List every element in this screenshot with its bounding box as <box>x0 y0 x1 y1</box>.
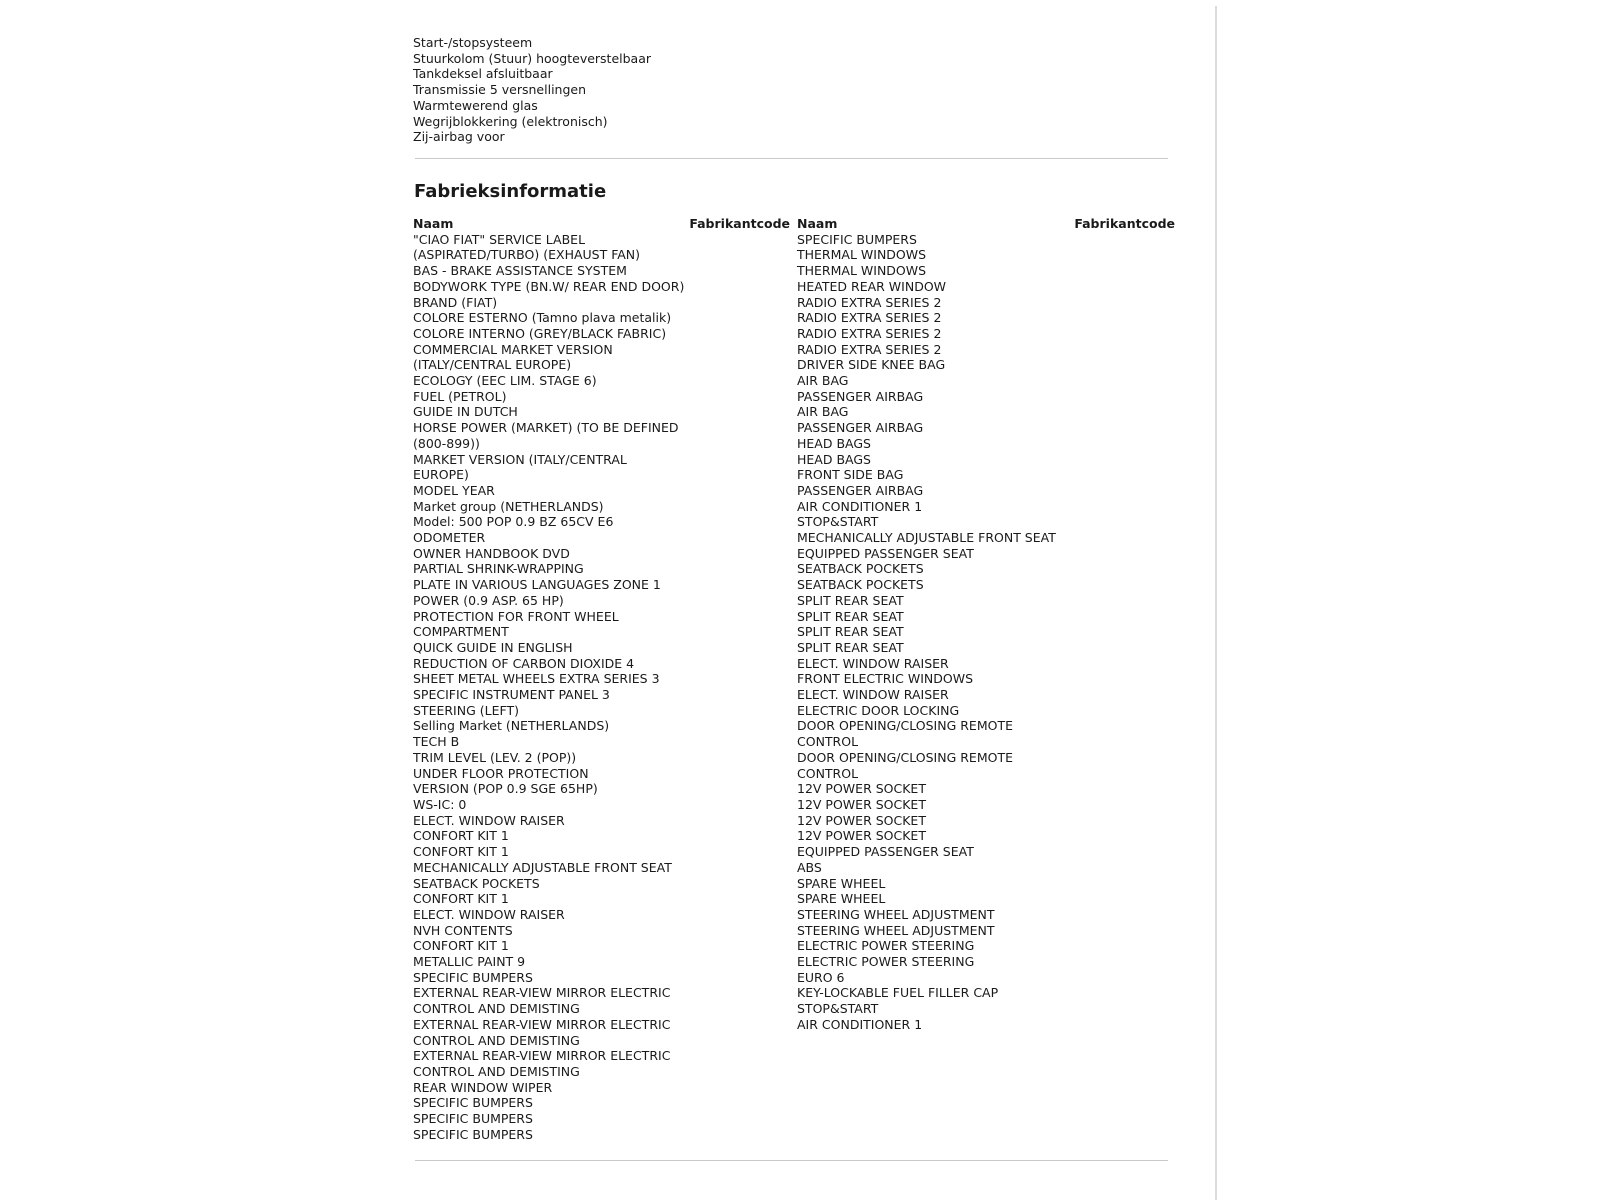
equipment-item: Start-/stopsysteem <box>413 35 533 50</box>
factory-info-row: 12V POWER SOCKET <box>797 781 926 797</box>
equipment-item: Tankdeksel afsluitbaar <box>413 66 553 82</box>
factory-info-row: CONFORT KIT 1 <box>413 844 509 860</box>
factory-info-row: STOP&START <box>797 514 879 530</box>
factory-info-row: OWNER HANDBOOK DVD <box>413 545 570 561</box>
factory-info-row: EXTERNAL REAR-VIEW MIRROR ELECTRIC <box>413 1016 671 1032</box>
factory-info-row: MODEL YEAR <box>413 482 495 498</box>
factory-info-row: COLORE ESTERNO (Tamno plava metalik) <box>413 310 672 326</box>
factory-info-row: "CIAO FIAT" SERVICE LABEL <box>413 231 586 247</box>
factory-info-row: ELECTRIC DOOR LOCKING <box>797 702 960 718</box>
factory-info-row: DRIVER SIDE KNEE BAG <box>797 357 946 373</box>
factory-info-row: SPECIFIC BUMPERS <box>413 1126 533 1142</box>
factory-info-row: ELECT. WINDOW RAISER <box>797 655 949 671</box>
factory-info-row: MECHANICALLY ADJUSTABLE FRONT SEAT <box>797 530 1056 546</box>
factory-info-row: PROTECTION FOR FRONT WHEEL <box>413 608 619 624</box>
factory-info-row: FUEL (PETROL) <box>413 388 507 404</box>
factory-info-row: SPARE WHEEL <box>797 875 886 891</box>
factory-info-row: ELECT. WINDOW RAISER <box>797 687 949 703</box>
factory-info-row: PASSENGER AIRBAG <box>797 388 924 404</box>
factory-info-row: VERSION (POP 0.9 SGE 65HP) <box>413 781 598 797</box>
factory-info-row: SPECIFIC BUMPERS <box>413 1095 533 1111</box>
factory-info-row: TECH B <box>413 734 460 750</box>
manufacturer-code-header: Fabrikantcode <box>689 216 790 231</box>
factory-info-row: Selling Market (NETHERLANDS) <box>413 718 610 734</box>
factory-info-row: ELECT. WINDOW RAISER <box>413 812 565 828</box>
factory-info-row: CONTROL AND DEMISTING <box>413 1001 580 1017</box>
factory-info-row: STEERING (LEFT) <box>413 702 519 718</box>
factory-info-row: STEERING WHEEL ADJUSTMENT <box>797 906 995 922</box>
factory-info-row: (ITALY/CENTRAL EUROPE) <box>413 357 572 373</box>
factory-info-row: CONTROL <box>797 765 859 781</box>
factory-info-row: SPLIT REAR SEAT <box>797 639 904 655</box>
factory-info-row: 12V POWER SOCKET <box>797 812 926 828</box>
factory-info-row: CONTROL AND DEMISTING <box>413 1032 580 1048</box>
page-edge <box>1215 6 1217 1200</box>
equipment-item: Transmissie 5 versnellingen <box>413 82 587 98</box>
factory-info-row: PLATE IN VARIOUS LANGUAGES ZONE 1 <box>413 577 661 593</box>
factory-info-row: BODYWORK TYPE (BN.W/ REAR END DOOR) <box>413 278 685 294</box>
factory-info-row: HEAD BAGS <box>797 451 871 467</box>
factory-info-row: THERMAL WINDOWS <box>797 247 927 263</box>
left-rows <box>413 232 785 1143</box>
factory-info-row: RADIO EXTRA SERIES 2 <box>797 325 942 341</box>
divider <box>415 1160 1168 1161</box>
factory-info-row: KEY-LOCKABLE FUEL FILLER CAP <box>797 985 999 1001</box>
factory-info-row: PASSENGER AIRBAG <box>797 482 924 498</box>
factory-info-row: EQUIPPED PASSENGER SEAT <box>797 545 974 561</box>
factory-info-row: SPLIT REAR SEAT <box>797 624 904 640</box>
factory-info-row: SPARE WHEEL <box>797 891 886 907</box>
factory-info-row: POWER (0.9 ASP. 65 HP) <box>413 592 564 608</box>
factory-info-row: FRONT ELECTRIC WINDOWS <box>797 671 974 687</box>
factory-info-row: COMMERCIAL MARKET VERSION <box>413 341 613 357</box>
equipment-item: Zij-airbag voor <box>413 129 505 145</box>
factory-info-row: ELECTRIC POWER STEERING <box>797 938 975 954</box>
factory-info-row: EQUIPPED PASSENGER SEAT <box>797 844 974 860</box>
divider <box>415 158 1168 159</box>
factory-info-row: ECOLOGY (EEC LIM. STAGE 6) <box>413 373 597 389</box>
name-header: Naam <box>797 216 838 231</box>
factory-info-row: SPECIFIC BUMPERS <box>797 231 917 247</box>
equipment-item: Stuurkolom (Stuur) hoogteverstelbaar <box>413 50 652 66</box>
factory-info-row: SPECIFIC BUMPERS <box>413 1111 533 1127</box>
factory-info-row: Model: 500 POP 0.9 BZ 65CV E6 <box>413 514 614 530</box>
factory-info-row: ODOMETER <box>413 530 486 546</box>
factory-info-row: QUICK GUIDE IN ENGLISH <box>413 639 573 655</box>
factory-info-row: SEATBACK POCKETS <box>413 875 540 891</box>
manufacturer-code-header: Fabrikantcode <box>1074 216 1175 231</box>
factory-info-row: 12V POWER SOCKET <box>797 828 926 844</box>
column-header <box>413 216 790 232</box>
factory-info-row: RADIO EXTRA SERIES 2 <box>797 341 942 357</box>
section-title: Fabrieksinformatie <box>414 181 607 202</box>
factory-info-row: CONFORT KIT 1 <box>413 938 509 954</box>
factory-info-row: METALLIC PAINT 9 <box>413 954 526 970</box>
equipment-item: Warmtewerend glas <box>413 97 538 113</box>
factory-info-row: NVH CONTENTS <box>413 922 513 938</box>
factory-info-row: PASSENGER AIRBAG <box>797 420 924 436</box>
factory-info-row: WS-IC: 0 <box>413 797 467 812</box>
factory-info-row: (ASPIRATED/TURBO) (EXHAUST FAN) <box>413 247 641 263</box>
factory-info-row: REDUCTION OF CARBON DIOXIDE 4 <box>413 655 635 671</box>
factory-info-row: AIR BAG <box>797 373 849 389</box>
factory-info-row: EURO 6 <box>797 969 845 985</box>
right-rows <box>797 232 1169 1033</box>
factory-info-row: HEATED REAR WINDOW <box>797 278 947 294</box>
factory-info-row: THERMAL WINDOWS <box>797 263 927 279</box>
factory-info-row: RADIO EXTRA SERIES 2 <box>797 294 942 310</box>
equipment-item: Wegrijblokkering (elektronisch) <box>413 113 608 129</box>
factory-info-row: RADIO EXTRA SERIES 2 <box>797 310 942 326</box>
name-header: Naam <box>413 216 454 231</box>
factory-info-row: PARTIAL SHRINK-WRAPPING <box>413 561 584 577</box>
factory-info-row: SPLIT REAR SEAT <box>797 608 904 624</box>
factory-info-row: GUIDE IN DUTCH <box>413 404 518 420</box>
factory-info-row: AIR CONDITIONER 1 <box>797 1016 923 1032</box>
factory-info-row: ELECT. WINDOW RAISER <box>413 906 565 922</box>
factory-info-row: FRONT SIDE BAG <box>797 467 904 483</box>
factory-info-row: TRIM LEVEL (LEV. 2 (POP)) <box>413 749 577 765</box>
factory-info-row: HEAD BAGS <box>797 435 871 451</box>
factory-info-row: MECHANICALLY ADJUSTABLE FRONT SEAT <box>413 859 672 875</box>
factory-info-row: STEERING WHEEL ADJUSTMENT <box>797 922 995 938</box>
factory-info-row: SHEET METAL WHEELS EXTRA SERIES 3 <box>413 671 660 687</box>
factory-info-row: Market group (NETHERLANDS) <box>413 498 604 514</box>
factory-info-row: DOOR OPENING/CLOSING REMOTE <box>797 718 1013 734</box>
factory-info-row: COLORE INTERNO (GREY/BLACK FABRIC) <box>413 325 667 341</box>
factory-info-row: CONTROL <box>797 734 859 750</box>
factory-info-row: CONTROL AND DEMISTING <box>413 1063 580 1079</box>
equipment-list <box>413 35 651 145</box>
factory-info-row: EXTERNAL REAR-VIEW MIRROR ELECTRIC <box>413 985 671 1001</box>
factory-info-row: AIR BAG <box>797 404 849 420</box>
factory-info-row: SPLIT REAR SEAT <box>797 592 904 608</box>
factory-info-right-column <box>797 216 1175 1033</box>
factory-info-row: ELECTRIC POWER STEERING <box>797 954 975 970</box>
column-header <box>797 216 1175 232</box>
factory-info-row: CONFORT KIT 1 <box>413 828 509 844</box>
factory-info-row: SEATBACK POCKETS <box>797 577 924 593</box>
factory-info-row: BRAND (FIAT) <box>413 294 498 310</box>
factory-info-row: BAS - BRAKE ASSISTANCE SYSTEM <box>413 263 627 279</box>
factory-info-row: UNDER FLOOR PROTECTION <box>413 765 589 781</box>
factory-info-row: DOOR OPENING/CLOSING REMOTE <box>797 749 1013 765</box>
factory-info-row: HORSE POWER (MARKET) (TO BE DEFINED <box>413 420 679 436</box>
factory-info-left-column <box>413 216 790 1142</box>
factory-info-row: EXTERNAL REAR-VIEW MIRROR ELECTRIC <box>413 1048 671 1064</box>
factory-info-row: REAR WINDOW WIPER <box>413 1079 553 1095</box>
factory-info-row: 12V POWER SOCKET <box>797 797 926 812</box>
factory-info-row: MARKET VERSION (ITALY/CENTRAL <box>413 451 627 467</box>
factory-info-row: EUROPE) <box>413 467 469 483</box>
factory-info-row: SPECIFIC BUMPERS <box>413 969 533 985</box>
factory-info-row: (800-899)) <box>413 435 480 451</box>
factory-info-row: CONFORT KIT 1 <box>413 891 509 907</box>
factory-info-row: ABS <box>797 859 822 875</box>
factory-info-row: SEATBACK POCKETS <box>797 561 924 577</box>
factory-info-row: COMPARTMENT <box>413 624 509 640</box>
factory-info-row: SPECIFIC INSTRUMENT PANEL 3 <box>413 687 610 703</box>
factory-info-row: AIR CONDITIONER 1 <box>797 498 923 514</box>
factory-info-row: STOP&START <box>797 1001 879 1017</box>
